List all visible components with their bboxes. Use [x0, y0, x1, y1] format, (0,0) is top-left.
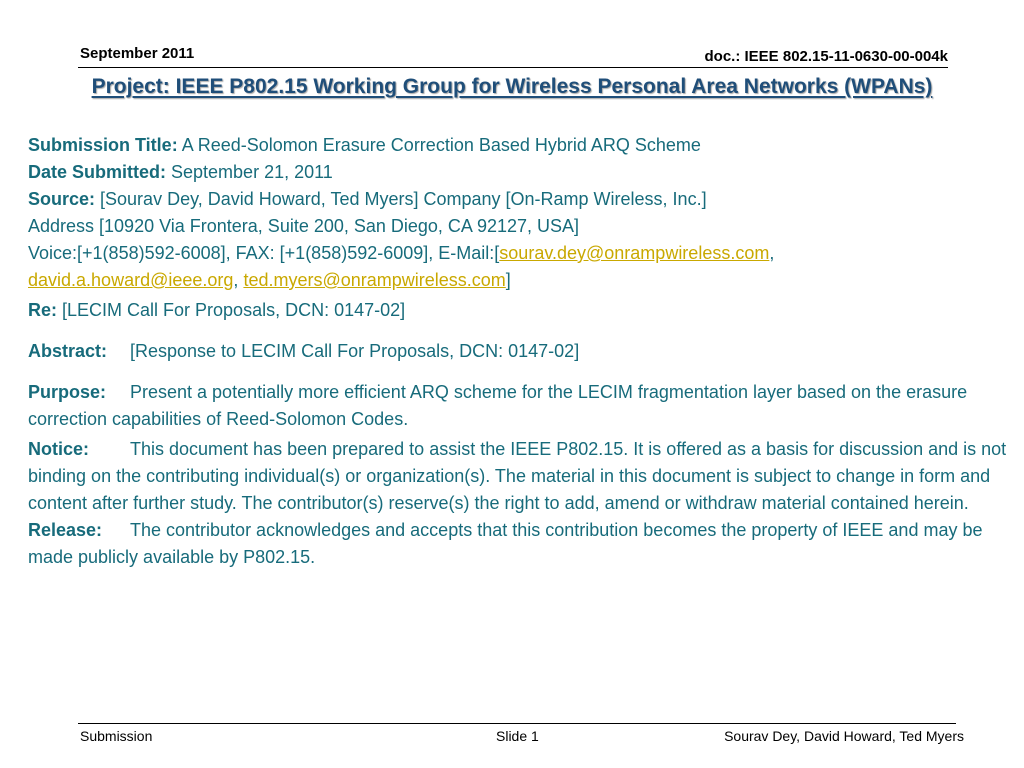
email-link-sourav[interactable]: sourav.dey@onrampwireless.com: [499, 243, 770, 263]
date-submitted-line: [28, 159, 1013, 186]
project-title-text: Project: IEEE P802.15 Working Group for Wireless Personal Area Networks (WPANs): [91, 75, 933, 98]
source-line: [28, 186, 1013, 213]
notice-value: This document has been prepared to assist the IEEE P802.15. It is offered as a basis for discussion and is not binding on the contributing individual(s) or organization(s). The material in this document is subject to change in form and content after further study. The contributor(s) reserve(s) the right to add, amend or withdraw material contained herein.: [28, 439, 1007, 513]
purpose-paragraph: [28, 379, 1013, 433]
notice-label: Notice:: [28, 439, 90, 459]
footer-authors: Sourav Dey, David Howard, Ted Myers: [724, 728, 964, 744]
source-label: Source:: [28, 189, 96, 209]
email-separator-2: ,: [233, 270, 239, 290]
document-body: [28, 132, 1013, 571]
footer-rule: [78, 723, 956, 724]
date-submitted-value: September 21, 2011: [166, 162, 333, 182]
release-paragraph: [28, 517, 1013, 571]
submission-title-line: [28, 132, 1013, 159]
email-separator-1: ,: [769, 243, 775, 263]
email-link-ted[interactable]: ted.myers@onrampwireless.com: [243, 270, 506, 290]
notice-paragraph: [28, 436, 1013, 517]
date-submitted-label: Date Submitted:: [28, 162, 167, 182]
footer-slide-number: Slide 1: [496, 728, 539, 744]
header-rule: [78, 67, 948, 68]
abstract-label: Abstract:: [28, 341, 108, 361]
header-date: September 2011: [80, 45, 195, 62]
contact-prefix: Voice:[+1(858)592-6008], FAX: [+1(858)592-6009], E-Mail:[: [28, 243, 500, 263]
email-link-david[interactable]: david.a.howard@ieee.org: [28, 270, 234, 290]
purpose-label: Purpose:: [28, 382, 107, 402]
release-value: The contributor acknowledges and accepts that this contribution becomes the property of IEEE and may be made publicly available by P802.15.: [28, 520, 983, 567]
address-line: Address [10920 Via Frontera, Suite 200, San Diego, CA 92127, USA]: [28, 216, 580, 236]
project-title: [0, 75, 1024, 99]
re-label: Re:: [28, 300, 58, 320]
source-value: [Sourav Dey, David Howard, Ted Myers] Company [On-Ramp Wireless, Inc.]: [95, 189, 707, 209]
footer-submission: Submission: [80, 728, 153, 744]
submission-title-value: A Reed-Solomon Erasure Correction Based Hybrid ARQ Scheme: [177, 135, 701, 155]
contact-line: [28, 240, 1013, 294]
abstract-line: [28, 338, 1013, 365]
release-label: Release:: [28, 520, 103, 540]
purpose-value: Present a potentially more efficient ARQ scheme for the LECIM fragmentation layer based on the erasure correction capabilities of Reed-Solomon Codes.: [28, 382, 968, 429]
contact-suffix: ]: [505, 270, 511, 290]
header-doc-id: doc.: IEEE 802.15-11-0630-00-004k: [704, 48, 948, 65]
submission-title-label: Submission Title:: [28, 135, 178, 155]
re-line: [28, 297, 1013, 324]
abstract-value: [Response to LECIM Call For Proposals, DCN: 0147-02]: [130, 341, 580, 361]
re-value: [LECIM Call For Proposals, DCN: 0147-02]: [57, 300, 406, 320]
